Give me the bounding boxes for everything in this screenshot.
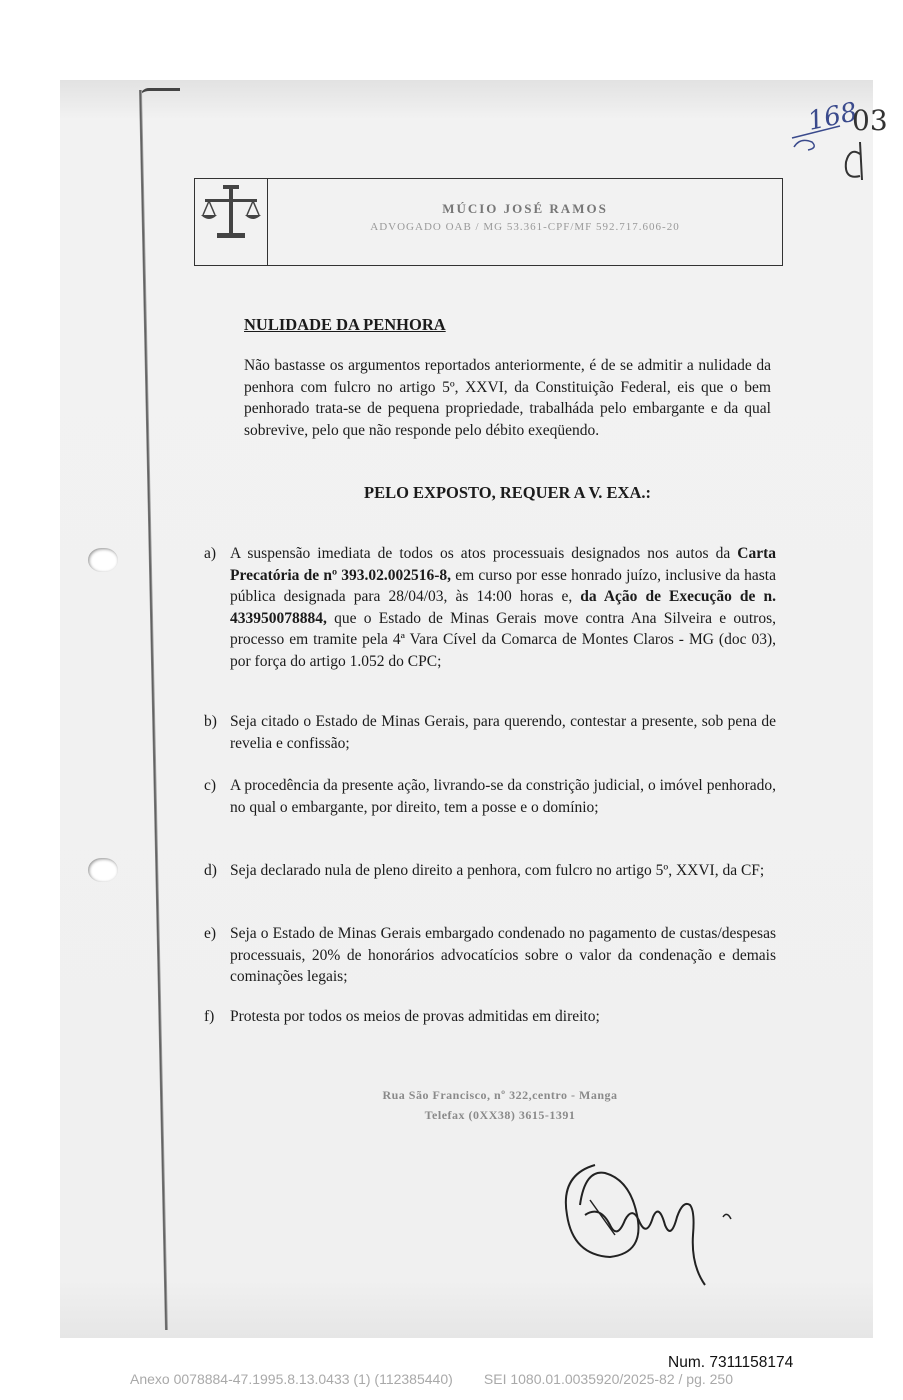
address-phone: Telefax (0XX38) 3615-1391: [424, 1108, 576, 1122]
handwritten-signature: [555, 1145, 745, 1295]
request-text-part: A suspensão imediata de todos os atos processuais designados nos autos da: [230, 545, 738, 562]
request-mark: a): [204, 545, 217, 562]
request-item-b: [204, 711, 776, 754]
acao-execucao-ref: da Ação de Execução de n. 433950078884,: [230, 588, 776, 627]
scanned-page: [60, 80, 873, 1338]
request-mark: e): [204, 925, 217, 942]
request-item-d: [204, 860, 776, 882]
request-mark: b): [204, 713, 217, 730]
punch-hole-top: [88, 548, 118, 572]
address-street: Rua São Francisco, nº 322,centro - Manga: [382, 1088, 618, 1102]
request-text: A procedência da presente ação, livrando-se da constrição judicial, o imóvel penhorado, no qual o embargante, por direito, tem a posse e o domínio;: [230, 777, 776, 816]
request-text: Seja o Estado de Minas Gerais embargado condenado no pagamento de custas/despesas processuais, 20% de honorários advocatícios sobre o valor da condenação e demais cominações legais;: [230, 925, 776, 985]
binding-corner-mark: [140, 88, 180, 97]
letterhead: [194, 178, 783, 266]
request-heading: PELO EXPOSTO, REQUER A V. EXA.:: [364, 483, 651, 502]
office-address: [300, 1085, 700, 1125]
request-mark: f): [204, 1008, 215, 1025]
scales-of-justice-icon: [199, 183, 263, 241]
lawyer-name: MÚCIO JOSÉ RAMOS: [442, 201, 608, 216]
document-footer: Anexo 0078884-47.1995.8.13.0433 (1) (112385440) SEI 1080.01.0035920/2025-82 / pg. 250: [130, 1371, 733, 1387]
request-item-a: [204, 543, 776, 672]
request-mark: d): [204, 862, 217, 879]
annotation-sub: 03: [852, 104, 888, 137]
request-text: Protesta por todos os meios de provas admitidas em direito;: [230, 1008, 600, 1025]
request-text: Seja declarado nula de pleno direito a penhora, com fulcro no artigo 5º, XXVI, da CF;: [230, 862, 765, 879]
request-text: Seja citado o Estado de Minas Gerais, para querendo, contestar a presente, sob pena de revelia e confissão;: [230, 713, 776, 752]
request-text-part: que o Estado de Minas Gerais move contra Ana Silveira e outros, processo em tramite pela 4ª Vara Cível da Comarca de Montes Claros - MG (doc 03), por força do artigo 1.052 do CPC;: [230, 609, 776, 670]
scan-background: [60, 80, 873, 1338]
annotation-number: 168: [805, 97, 861, 137]
request-item-f: [204, 1006, 776, 1028]
document-number: Num. 7311158174: [668, 1354, 794, 1371]
lawyer-registration: ADVOGADO OAB / MG 53.361-CPF/MF 592.717.606-20: [370, 221, 680, 233]
request-item-e: [204, 923, 776, 988]
request-text-part: em curso por esse honrado juízo, inclusive da hasta pública designada para 28/04/03, às 14:00 horas e,: [230, 566, 776, 605]
request-mark: c): [204, 777, 217, 794]
punch-hole-bottom: [88, 858, 118, 882]
section-title: NULIDADE DA PENHORA: [244, 315, 446, 334]
handwritten-page-annotation: [700, 92, 888, 192]
section-paragraph: Não bastasse os argumentos reportados anteriormente, é de se admitir a nulidade da penhora com fulcro no artigo 5º, XXVI, da Constituição Federal, eis que o bem penhorado trata-se de pequena propriedade, trabalháda pelo embargante e da qual sobrevive, pelo que não responde pelo débito exeqüendo.: [244, 357, 771, 439]
carta-precatoria-ref: Carta Precatória de nº 393.02.002516-8,: [230, 545, 776, 584]
request-item-c: [204, 775, 776, 818]
request-text: [230, 543, 776, 672]
